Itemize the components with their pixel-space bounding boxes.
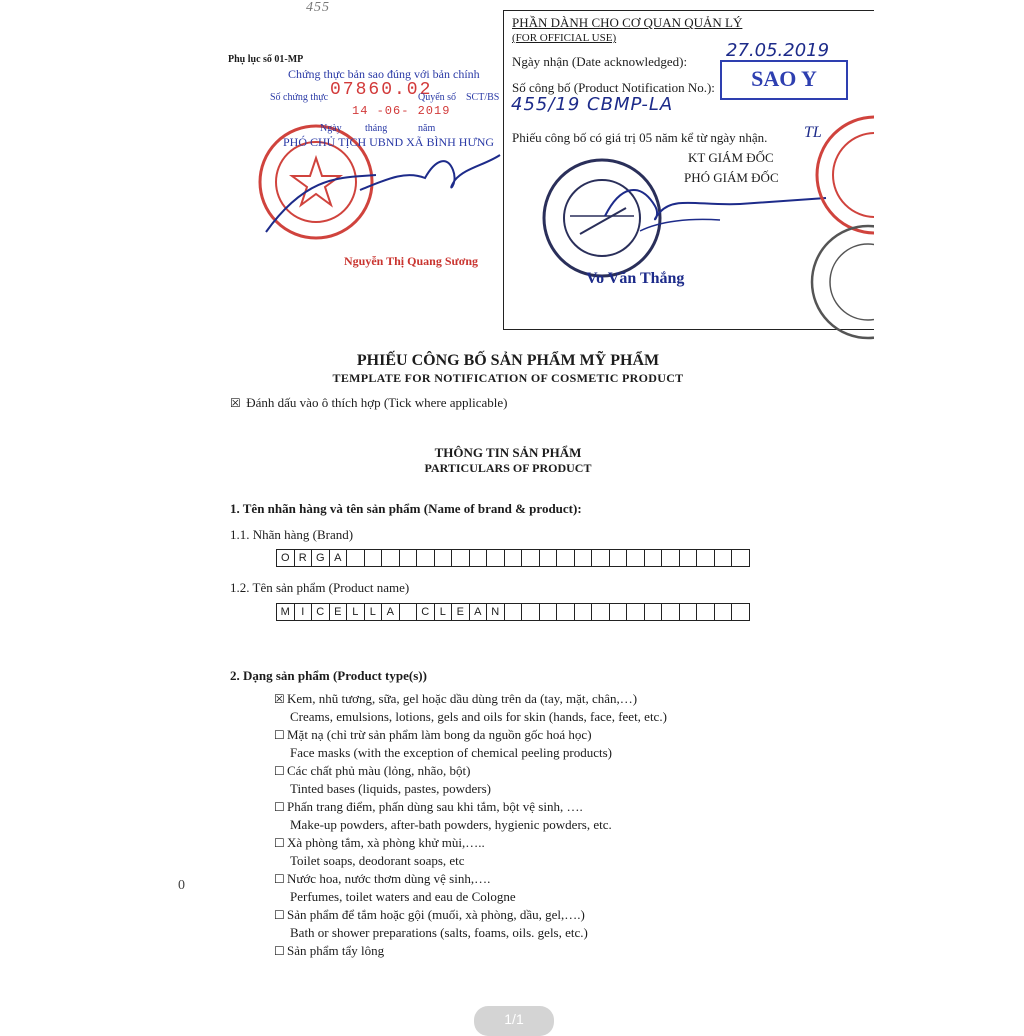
- section-subtitle: PARTICULARS OF PRODUCT: [424, 461, 592, 475]
- char-box[interactable]: [522, 603, 540, 621]
- char-box[interactable]: A: [382, 603, 400, 621]
- product-type-option[interactable]: [274, 798, 667, 816]
- char-box[interactable]: [697, 549, 715, 567]
- char-box[interactable]: I: [295, 603, 313, 621]
- char-box[interactable]: L: [347, 603, 365, 621]
- char-box[interactable]: [400, 603, 418, 621]
- date-acknowledged-value: 27.05.2019: [726, 40, 830, 61]
- validity-note: Phiếu công bố có giá trị 05 năm kể từ ngày nhận.: [512, 130, 768, 145]
- char-box[interactable]: [627, 549, 645, 567]
- section2-heading: 2. Dạng sản phẩm (Product type(s)): [230, 668, 427, 683]
- notification-number-value: 455/19 CBMP-LA: [511, 94, 674, 115]
- product-type-option[interactable]: [274, 762, 667, 780]
- signature-left: [355, 150, 505, 210]
- product-type-label-en: Face masks (with the exception of chemical peeling products): [290, 745, 613, 760]
- official-use-subtitle: (FOR OFFICIAL USE): [512, 32, 617, 44]
- char-box[interactable]: [505, 549, 523, 567]
- certified-book-suffix: SCT/BS: [466, 92, 500, 103]
- char-box[interactable]: L: [365, 603, 383, 621]
- char-box[interactable]: E: [452, 603, 470, 621]
- char-box[interactable]: [417, 549, 435, 567]
- checkbox-icon[interactable]: ☐: [274, 908, 285, 922]
- product-type-item: [274, 798, 667, 834]
- product-type-option[interactable]: [274, 870, 667, 888]
- char-box[interactable]: [732, 603, 750, 621]
- char-box[interactable]: [680, 603, 698, 621]
- product-type-label-en: Toilet soaps, deodorant soaps, etc: [290, 853, 465, 868]
- char-box[interactable]: [347, 549, 365, 567]
- product-type-option[interactable]: [274, 834, 667, 852]
- product-type-item: [274, 690, 667, 726]
- official-use-title: PHẦN DÀNH CHO CƠ QUAN QUẢN LÝ: [512, 15, 743, 30]
- tick-instruction: [230, 395, 508, 411]
- char-box[interactable]: [540, 603, 558, 621]
- char-box[interactable]: [592, 603, 610, 621]
- product-type-label-en: Tinted bases (liquids, pastes, powders): [290, 781, 492, 796]
- certified-number-value: 07860.02: [330, 80, 433, 100]
- char-box[interactable]: [575, 603, 593, 621]
- char-box[interactable]: E: [330, 603, 348, 621]
- char-box[interactable]: [557, 549, 575, 567]
- date-acknowledged-label: Ngày nhận (Date acknowledged):: [512, 54, 688, 69]
- checked-box-icon[interactable]: ☒: [274, 692, 285, 706]
- product-type-label-vi: Sản phẩm tẩy lông: [287, 943, 385, 958]
- char-box[interactable]: [557, 603, 575, 621]
- section-title: THÔNG TIN SẢN PHẨM: [434, 445, 582, 460]
- char-box[interactable]: [645, 603, 663, 621]
- product-type-label-vi: Các chất phủ màu (lỏng, nhão, bột): [287, 763, 471, 778]
- certified-day-label: Ngày: [320, 123, 342, 134]
- char-box[interactable]: N: [487, 603, 505, 621]
- char-box[interactable]: [487, 549, 505, 567]
- char-box[interactable]: [400, 549, 418, 567]
- product-type-label-en: Bath or shower preparations (salts, foams, oils. gels, etc.): [290, 925, 588, 940]
- char-box[interactable]: C: [312, 603, 330, 621]
- certified-signer-name: Nguyễn Thị Quang Sương: [344, 254, 479, 268]
- sao-y-stamp: SAO Y: [720, 60, 848, 100]
- product-type-label-vi: Kem, nhũ tương, sữa, gel hoặc dầu dùng trên da (tay, mặt, chân,…): [287, 691, 638, 706]
- margin-mark: 0: [178, 878, 185, 893]
- validity-initials: TL: [804, 124, 822, 141]
- char-box[interactable]: L: [435, 603, 453, 621]
- char-box[interactable]: [732, 549, 750, 567]
- product-type-item: [274, 726, 667, 762]
- document-subtitle: TEMPLATE FOR NOTIFICATION OF COSMETIC PRODUCT: [332, 371, 684, 385]
- product-char-boxes[interactable]: [276, 603, 750, 621]
- char-box[interactable]: [715, 603, 733, 621]
- product-type-item: [274, 870, 667, 906]
- checked-box-icon: ☒: [230, 396, 241, 410]
- product-type-label-vi: Nước hoa, nước thơm dùng vệ sinh,….: [287, 871, 491, 886]
- char-box[interactable]: [470, 549, 488, 567]
- char-box[interactable]: [575, 549, 593, 567]
- certified-month-label: tháng: [365, 123, 388, 134]
- checkbox-icon[interactable]: ☐: [274, 944, 285, 958]
- char-box[interactable]: [610, 603, 628, 621]
- certified-number-label: Số chứng thực: [270, 92, 329, 103]
- product-type-label-vi: Mặt nạ (chỉ trừ sản phẩm làm bong da nguồn gốc hoá học): [287, 727, 592, 742]
- product-type-item: [274, 906, 667, 942]
- char-box[interactable]: R: [295, 549, 313, 567]
- char-box[interactable]: [610, 549, 628, 567]
- brand-label: 1.1. Nhãn hàng (Brand): [230, 527, 354, 542]
- checkbox-icon[interactable]: ☐: [274, 872, 285, 886]
- certified-copy-title: Chứng thực bản sao đúng với bản chính: [288, 67, 480, 81]
- signature-right: [600, 176, 830, 236]
- handwritten-number: 455: [306, 0, 330, 15]
- char-box[interactable]: [435, 549, 453, 567]
- tick-instruction-text: Đánh dấu vào ô thích hợp (Tick where applicable): [246, 395, 508, 410]
- product-type-option[interactable]: [274, 690, 667, 708]
- char-box[interactable]: [540, 549, 558, 567]
- char-box[interactable]: [522, 549, 540, 567]
- product-type-label-vi: Phấn trang điểm, phấn dùng sau khi tắm, bột vệ sinh, ….: [287, 799, 583, 814]
- checkbox-icon[interactable]: ☐: [274, 764, 285, 778]
- product-type-list: [274, 690, 667, 960]
- char-box[interactable]: [697, 603, 715, 621]
- appendix-label: Phụ lục số 01-MP: [228, 54, 304, 65]
- checkbox-icon[interactable]: ☐: [274, 836, 285, 850]
- char-box[interactable]: A: [470, 603, 488, 621]
- char-box[interactable]: [452, 549, 470, 567]
- product-type-option[interactable]: [274, 906, 667, 924]
- official-signer-name: Vo Văn Thắng: [586, 270, 685, 287]
- char-box[interactable]: [645, 549, 663, 567]
- signer-role-line2: PHÓ GIÁM ĐỐC: [684, 170, 779, 185]
- char-box[interactable]: [382, 549, 400, 567]
- notification-number-label: Số công bố (Product Notification No.):: [512, 80, 715, 95]
- product-type-item: [274, 834, 667, 870]
- checkbox-icon[interactable]: ☐: [274, 728, 285, 742]
- section1-heading: 1. Tên nhãn hàng và tên sản phẩm (Name of brand & product):: [230, 501, 582, 516]
- char-box[interactable]: G: [312, 549, 330, 567]
- char-box[interactable]: [715, 549, 733, 567]
- char-box[interactable]: [662, 549, 680, 567]
- product-type-item: [274, 942, 667, 960]
- char-box[interactable]: [680, 549, 698, 567]
- char-box[interactable]: [505, 603, 523, 621]
- certified-signer-title: PHÓ CHỦ TỊCH UBND XÃ BÌNH HƯNG: [283, 135, 495, 149]
- char-box[interactable]: A: [330, 549, 348, 567]
- char-box[interactable]: [662, 603, 680, 621]
- product-type-label-en: Make-up powders, after-bath powders, hygienic powders, etc.: [290, 817, 612, 832]
- certified-date-value: 14 -06- 2019: [352, 104, 451, 118]
- char-box[interactable]: O: [277, 549, 295, 567]
- product-label: 1.2. Tên sản phẩm (Product name): [230, 580, 410, 595]
- char-box[interactable]: C: [417, 603, 435, 621]
- product-type-option[interactable]: [274, 942, 667, 960]
- checkbox-icon[interactable]: ☐: [274, 800, 285, 814]
- certified-year-label: năm: [418, 123, 436, 134]
- signer-role-line1: KT GIÁM ĐỐC: [688, 150, 774, 165]
- product-type-item: [274, 762, 667, 798]
- char-box[interactable]: [592, 549, 610, 567]
- gray-seal-partial: [806, 220, 874, 344]
- certified-book-label: Quyển số: [418, 92, 457, 103]
- char-box[interactable]: M: [277, 603, 295, 621]
- product-type-label-vi: Sản phẩm để tắm hoặc gội (muối, xà phòng, dầu, gel,….): [287, 907, 585, 922]
- page-indicator: 1/1: [474, 1006, 554, 1036]
- char-box[interactable]: [627, 603, 645, 621]
- product-type-option[interactable]: [274, 726, 667, 744]
- brand-char-boxes[interactable]: [276, 549, 750, 567]
- char-box[interactable]: [365, 549, 383, 567]
- document-title: PHIẾU CÔNG BỐ SẢN PHẨM MỸ PHẨM: [356, 352, 660, 369]
- product-type-label-vi: Xà phòng tắm, xà phòng khử mùi,…..: [287, 835, 485, 850]
- product-type-label-en: Perfumes, toilet waters and eau de Cologne: [290, 889, 516, 904]
- product-type-label-en: Creams, emulsions, lotions, gels and oils for skin (hands, face, feet, etc.): [290, 709, 667, 724]
